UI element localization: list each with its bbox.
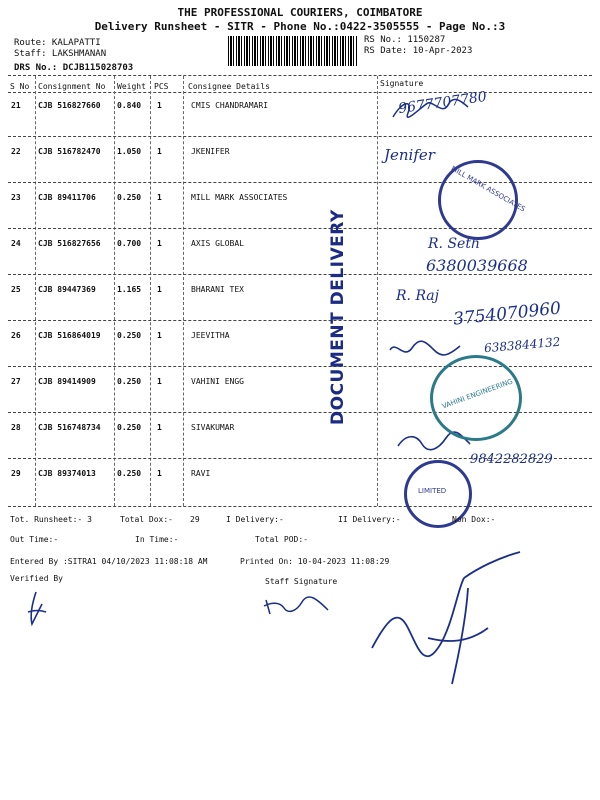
row-sno: 29 <box>11 469 21 478</box>
col-weight: Weight <box>117 82 146 91</box>
row-pcs: 1 <box>157 193 162 202</box>
i-delivery-label: I Delivery:- <box>226 515 284 524</box>
drs-number: DRS No.: DCJB115028703 <box>14 63 134 73</box>
col-consignment: Consignment No <box>38 82 106 91</box>
staff-signature-label: Staff Signature <box>265 577 338 586</box>
row-pcs: 1 <box>157 377 162 386</box>
row-pcs: 1 <box>157 101 162 110</box>
in-time-label: In Time:- <box>135 535 179 544</box>
entered-by: Entered By :SITRA1 04/10/2023 11:08:18 AM <box>10 557 208 566</box>
document-delivery-stamp: DOCUMENT DELIVERY <box>328 209 348 425</box>
row-consignee: VAHINI ENGG <box>191 377 244 386</box>
row-consignee: JEEVITHA <box>191 331 230 340</box>
col-pcs: PCS <box>154 82 169 91</box>
row-sno: 28 <box>11 423 21 432</box>
signature-row-26 <box>386 338 466 362</box>
row-consignee: RAVI <box>191 469 211 478</box>
row-pcs: 1 <box>157 239 162 248</box>
col-signature: Signature <box>380 79 424 88</box>
row-sno: 21 <box>11 101 21 110</box>
row-consignment: CJB 516782470 <box>38 147 101 156</box>
vahini-stamp-text: VAHINI ENGINEERING <box>440 377 514 411</box>
runsheet-subtitle: Delivery Runsheet - SITR - Phone No.:0422-3505555 - Page No.:3 <box>94 20 506 33</box>
company-title: THE PROFESSIONAL COURIERS, COIMBATORE <box>177 6 423 19</box>
row-weight: 0.840 <box>117 101 142 110</box>
row-consignment: CJB 89447369 <box>38 285 96 294</box>
out-time-label: Out Time:- <box>10 535 59 544</box>
signature-row-22: Jenifer <box>384 146 435 164</box>
row-consignment: CJB 89411706 <box>38 193 96 202</box>
row-consignee: SIVAKUMAR <box>191 423 235 432</box>
row-consignee: AXIS GLOBAL <box>191 239 244 248</box>
row-consignee: JKENIFER <box>191 147 230 156</box>
large-signature <box>368 548 528 688</box>
row-weight: 1.165 <box>117 285 142 294</box>
rs-number: RS No.: 1150287 <box>364 35 446 45</box>
row-pcs: 1 <box>157 423 162 432</box>
row-pcs: 1 <box>157 331 162 340</box>
row-pcs: 1 <box>157 147 162 156</box>
staff-signature <box>262 592 332 618</box>
row-sno: 26 <box>11 331 21 340</box>
phone-row-24: 6380039668 <box>426 256 528 275</box>
total-dox-label: Total Dox:- <box>120 515 173 524</box>
rs-date: RS Date: 10-Apr-2023 <box>364 46 473 56</box>
row-sno: 22 <box>11 147 21 156</box>
non-dox-label: Non Dox:- <box>452 515 496 524</box>
row-weight: 0.250 <box>117 377 142 386</box>
row-consignee: MILL MARK ASSOCIATES <box>191 193 288 202</box>
row-consignment: CJB 89414909 <box>38 377 96 386</box>
row-weight: 0.250 <box>117 423 142 432</box>
row-weight: 0.250 <box>117 469 142 478</box>
ravi-stamp-text: LIMITED <box>418 487 447 495</box>
tot-runsheet: Tot. Runsheet:- 3 <box>10 515 92 524</box>
route-label: Route: KALAPATTI <box>14 38 101 48</box>
ii-delivery-label: II Delivery:- <box>338 515 401 524</box>
row-consignment: CJB 89374013 <box>38 469 96 478</box>
row-weight: 1.050 <box>117 147 142 156</box>
barcode <box>228 36 358 66</box>
row-consignment: CJB 516748734 <box>38 423 101 432</box>
row-consignment: CJB 516827660 <box>38 101 101 110</box>
row-consignment: CJB 516827656 <box>38 239 101 248</box>
row-pcs: 1 <box>157 469 162 478</box>
phone-row-28: 9842282829 <box>470 452 553 467</box>
verified-by-label: Verified By <box>10 574 63 583</box>
signature-row-24: R. Seth <box>428 236 480 252</box>
row-sno: 25 <box>11 285 21 294</box>
row-sno: 23 <box>11 193 21 202</box>
row-weight: 0.250 <box>117 331 142 340</box>
mill-mark-stamp-text: MILL MARK ASSOCIATES <box>449 164 527 214</box>
row-sno: 24 <box>11 239 21 248</box>
printed-on: Printed On: 10-04-2023 11:08:29 <box>240 557 390 566</box>
row-sno: 27 <box>11 377 21 386</box>
signature-row-25: R. Raj <box>396 288 439 304</box>
total-pod-label: Total POD:- <box>255 535 308 544</box>
phone-row-21: 9677707780 <box>397 88 488 118</box>
col-sno: S No <box>10 82 30 91</box>
verified-by-signature <box>22 590 52 630</box>
total-dox-value: 29 <box>190 515 200 524</box>
row-pcs: 1 <box>157 285 162 294</box>
phone-row-25: 3754070960 <box>452 298 562 330</box>
row-consignee: BHARANI TEX <box>191 285 244 294</box>
staff-label: Staff: LAKSHMANAN <box>14 49 107 59</box>
phone-row-26: 6383844132 <box>483 334 561 356</box>
row-consignment: CJB 516864019 <box>38 331 101 340</box>
row-consignee: CMIS CHANDRAMARI <box>191 101 269 110</box>
col-consignee: Consignee Details <box>188 82 270 91</box>
row-weight: 0.250 <box>117 193 142 202</box>
row-weight: 0.700 <box>117 239 142 248</box>
